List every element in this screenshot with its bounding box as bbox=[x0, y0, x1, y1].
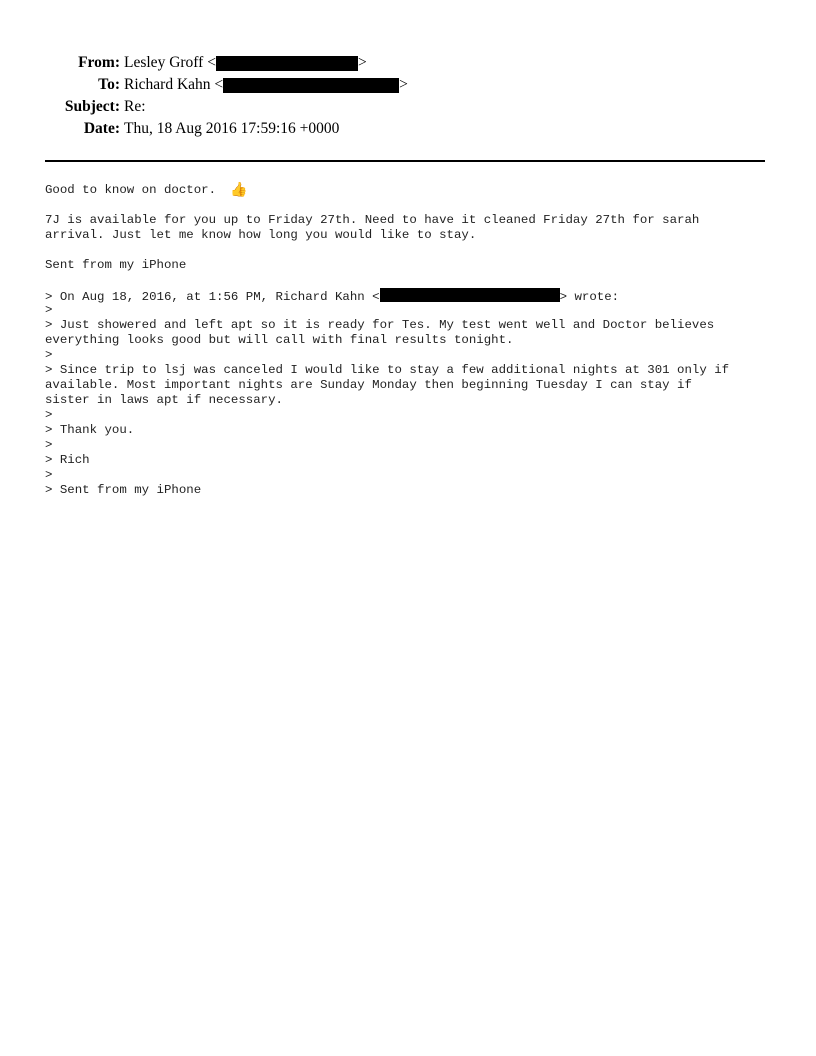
quote-line: > Rich bbox=[45, 453, 90, 467]
to-label: To: bbox=[98, 76, 120, 93]
to-email-redaction bbox=[223, 78, 399, 93]
quote-line: available. Most important nights are Sunday Monday then beginning Tuesday I can stay if bbox=[45, 378, 692, 392]
subject-label: Subject: bbox=[64, 98, 120, 115]
quote-line: > Thank you. bbox=[45, 423, 135, 437]
quote-line: sister in laws apt if necessary. bbox=[45, 393, 283, 407]
quote-line: > bbox=[45, 408, 53, 422]
quote-intro bbox=[45, 288, 775, 303]
from-name: Lesley Groff < bbox=[124, 54, 216, 71]
body-line: arrival. Just let me know how long you would like to stay. bbox=[45, 228, 477, 242]
quote-intro-end: > wrote: bbox=[559, 290, 620, 304]
date-row bbox=[0, 118, 816, 140]
thumbs-up-icon: 👍 bbox=[230, 182, 248, 198]
quote-line: everything looks good but will call with final results tonight. bbox=[45, 333, 514, 347]
from-close: > bbox=[357, 54, 367, 71]
quoted-email-redaction bbox=[380, 288, 560, 302]
header-divider bbox=[45, 160, 765, 162]
email-body bbox=[45, 183, 775, 498]
from-value bbox=[124, 52, 367, 74]
quote-intro-start: > On Aug 18, 2016, at 1:56 PM, Richard Kahn < bbox=[45, 290, 380, 304]
subject-value: Re: bbox=[124, 98, 146, 115]
to-row bbox=[0, 74, 816, 96]
to-value bbox=[124, 74, 408, 96]
from-label: From: bbox=[78, 54, 120, 71]
body-text: Good to know on doctor. bbox=[45, 183, 217, 197]
quote-line: > bbox=[45, 468, 53, 482]
quote-line: > bbox=[45, 303, 53, 317]
quote-line: > Since trip to lsj was canceled I would like to stay a few additional nights at 301 only if bbox=[45, 363, 730, 377]
quote-line: > bbox=[45, 348, 53, 362]
quote-line: > Just showered and left apt so it is ready for Tes. My test went well and Doctor believes bbox=[45, 318, 715, 332]
to-close: > bbox=[399, 76, 408, 93]
to-name: Richard Kahn < bbox=[124, 76, 224, 93]
date-value: Thu, 18 Aug 2016 17:59:16 +0000 bbox=[124, 120, 340, 137]
quote-line: > bbox=[45, 438, 53, 452]
body-line bbox=[45, 183, 775, 198]
body-line: 7J is available for you up to Friday 27th. Need to have it cleaned Friday 27th for sarah bbox=[45, 213, 700, 227]
from-row bbox=[0, 52, 816, 74]
date-label: Date: bbox=[83, 120, 120, 137]
quote-line: > Sent from my iPhone bbox=[45, 483, 202, 497]
signature-line: Sent from my iPhone bbox=[45, 258, 187, 272]
email-header bbox=[0, 52, 816, 140]
from-email-redaction bbox=[216, 56, 358, 71]
subject-row bbox=[0, 96, 816, 118]
